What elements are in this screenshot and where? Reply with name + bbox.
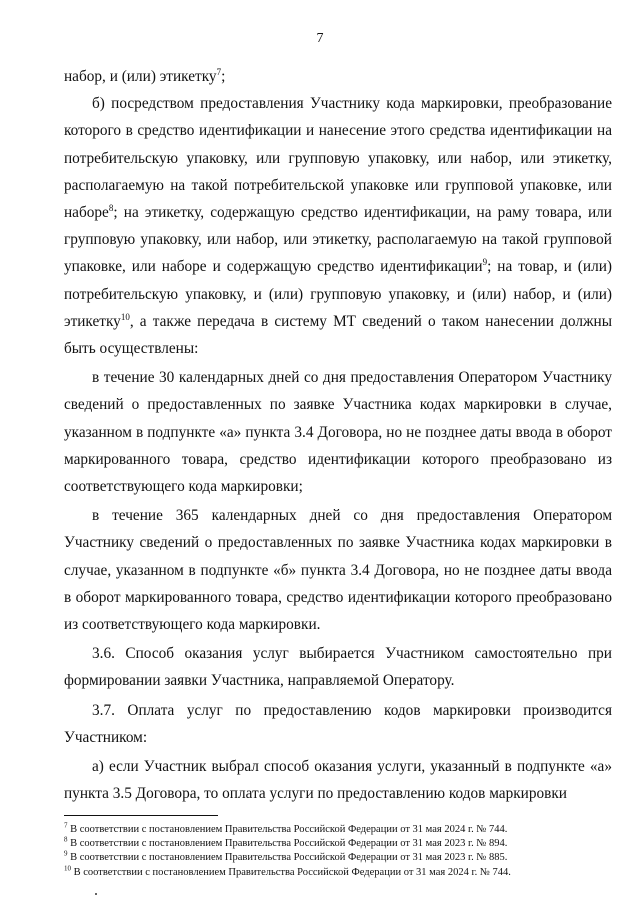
footnote: $^9$ В соответствии с постановлением Правительства Российской Федерации от 31 мая 2023 г. № 885. <box>64 849 508 864</box>
footnote-ref: 8 <box>108 202 114 213</box>
paragraph-a: а) если Участник выбрал способ оказания услуги, указанный в подпункте «а» пункта 3.5 Договора, то оплата услуги по предоставлению кодов маркировки <box>64 758 612 803</box>
paragraph-30-days: в течение 30 календарных дней со дня предоставления Оператором Участнику сведений о предоставленных по заявке Участника кодах маркировки в случае, указанном в подпункте «а» пункта 3.4 Договора, но не позднее даты ввода в оборот маркированного товара, средство идентификации которого преобразовано из соответствующего кода маркировки; <box>64 369 612 496</box>
footnote-divider <box>64 815 218 816</box>
paragraph-365-days: в течение 365 календарных дней со дня предоставления Оператором Участнику сведений о предоставленных по заявке Участника кодах маркировки в случае, указанном в подпункте «б» пункта 3.4 Договора, но не позднее даты ввода в оборот маркированного товара, средство идентификации которого преобразовано из соответствующего кода маркировки. <box>64 507 612 634</box>
paragraph-continuation: набор, и (или) этикетку$^7$; <box>64 66 226 85</box>
scan-speck <box>95 893 97 895</box>
footnotes <box>64 823 612 880</box>
paragraph-b: б) посредством предоставления Участнику кода маркировки, преобразование которого в средство идентификации и нанесение этого средства идентификации на потребительскую упаковку, или групповую упаковку, или набор, или этикетку, располагаемую на такой потребительской упаковке или групповой упаковке, или наборе$^8$; на этикетку, содержащую средство идентификации, на раму товара, или групповую упаковку, или набор, или этикетку, располагаемую на такой групповой упаковке, или наборе и содержащую средство идентификации$^9$; на товар, и (или) потребительскую упаковку, и (или) групповую упаковку, и (или) набор, и (или) этикетку$^{10}$, а также передача в систему МТ сведений о таком нанесении должны быть осуществлены: <box>64 95 612 358</box>
footnote: $^8$ В соответствии с постановлением Правительства Российской Федерации от 31 мая 2023 г. № 894. <box>64 835 508 850</box>
footnote: $^7$ В соответствии с постановлением Правительства Российской Федерации от 31 мая 2024 г. № 744. <box>64 821 508 835</box>
page-number: 7 <box>316 31 324 46</box>
paragraph-3-7: 3.7. Оплата услуг по предоставлению кодов маркировки производится Участником: <box>64 701 612 746</box>
footnote: $^{10}$ В соответствии с постановлением Правительства Российской Федерации от 31 мая 2024 г. № 744. <box>64 864 511 878</box>
footnote-ref: 10 <box>120 311 130 322</box>
footnote-ref: 7 <box>216 66 222 77</box>
footnote-ref: 9 <box>482 257 488 268</box>
paragraph-3-6: 3.6. Способ оказания услуг выбирается Участником самостоятельно при формировании заявки Участника, направляемой Оператору. <box>64 645 612 690</box>
document-body <box>64 63 612 807</box>
